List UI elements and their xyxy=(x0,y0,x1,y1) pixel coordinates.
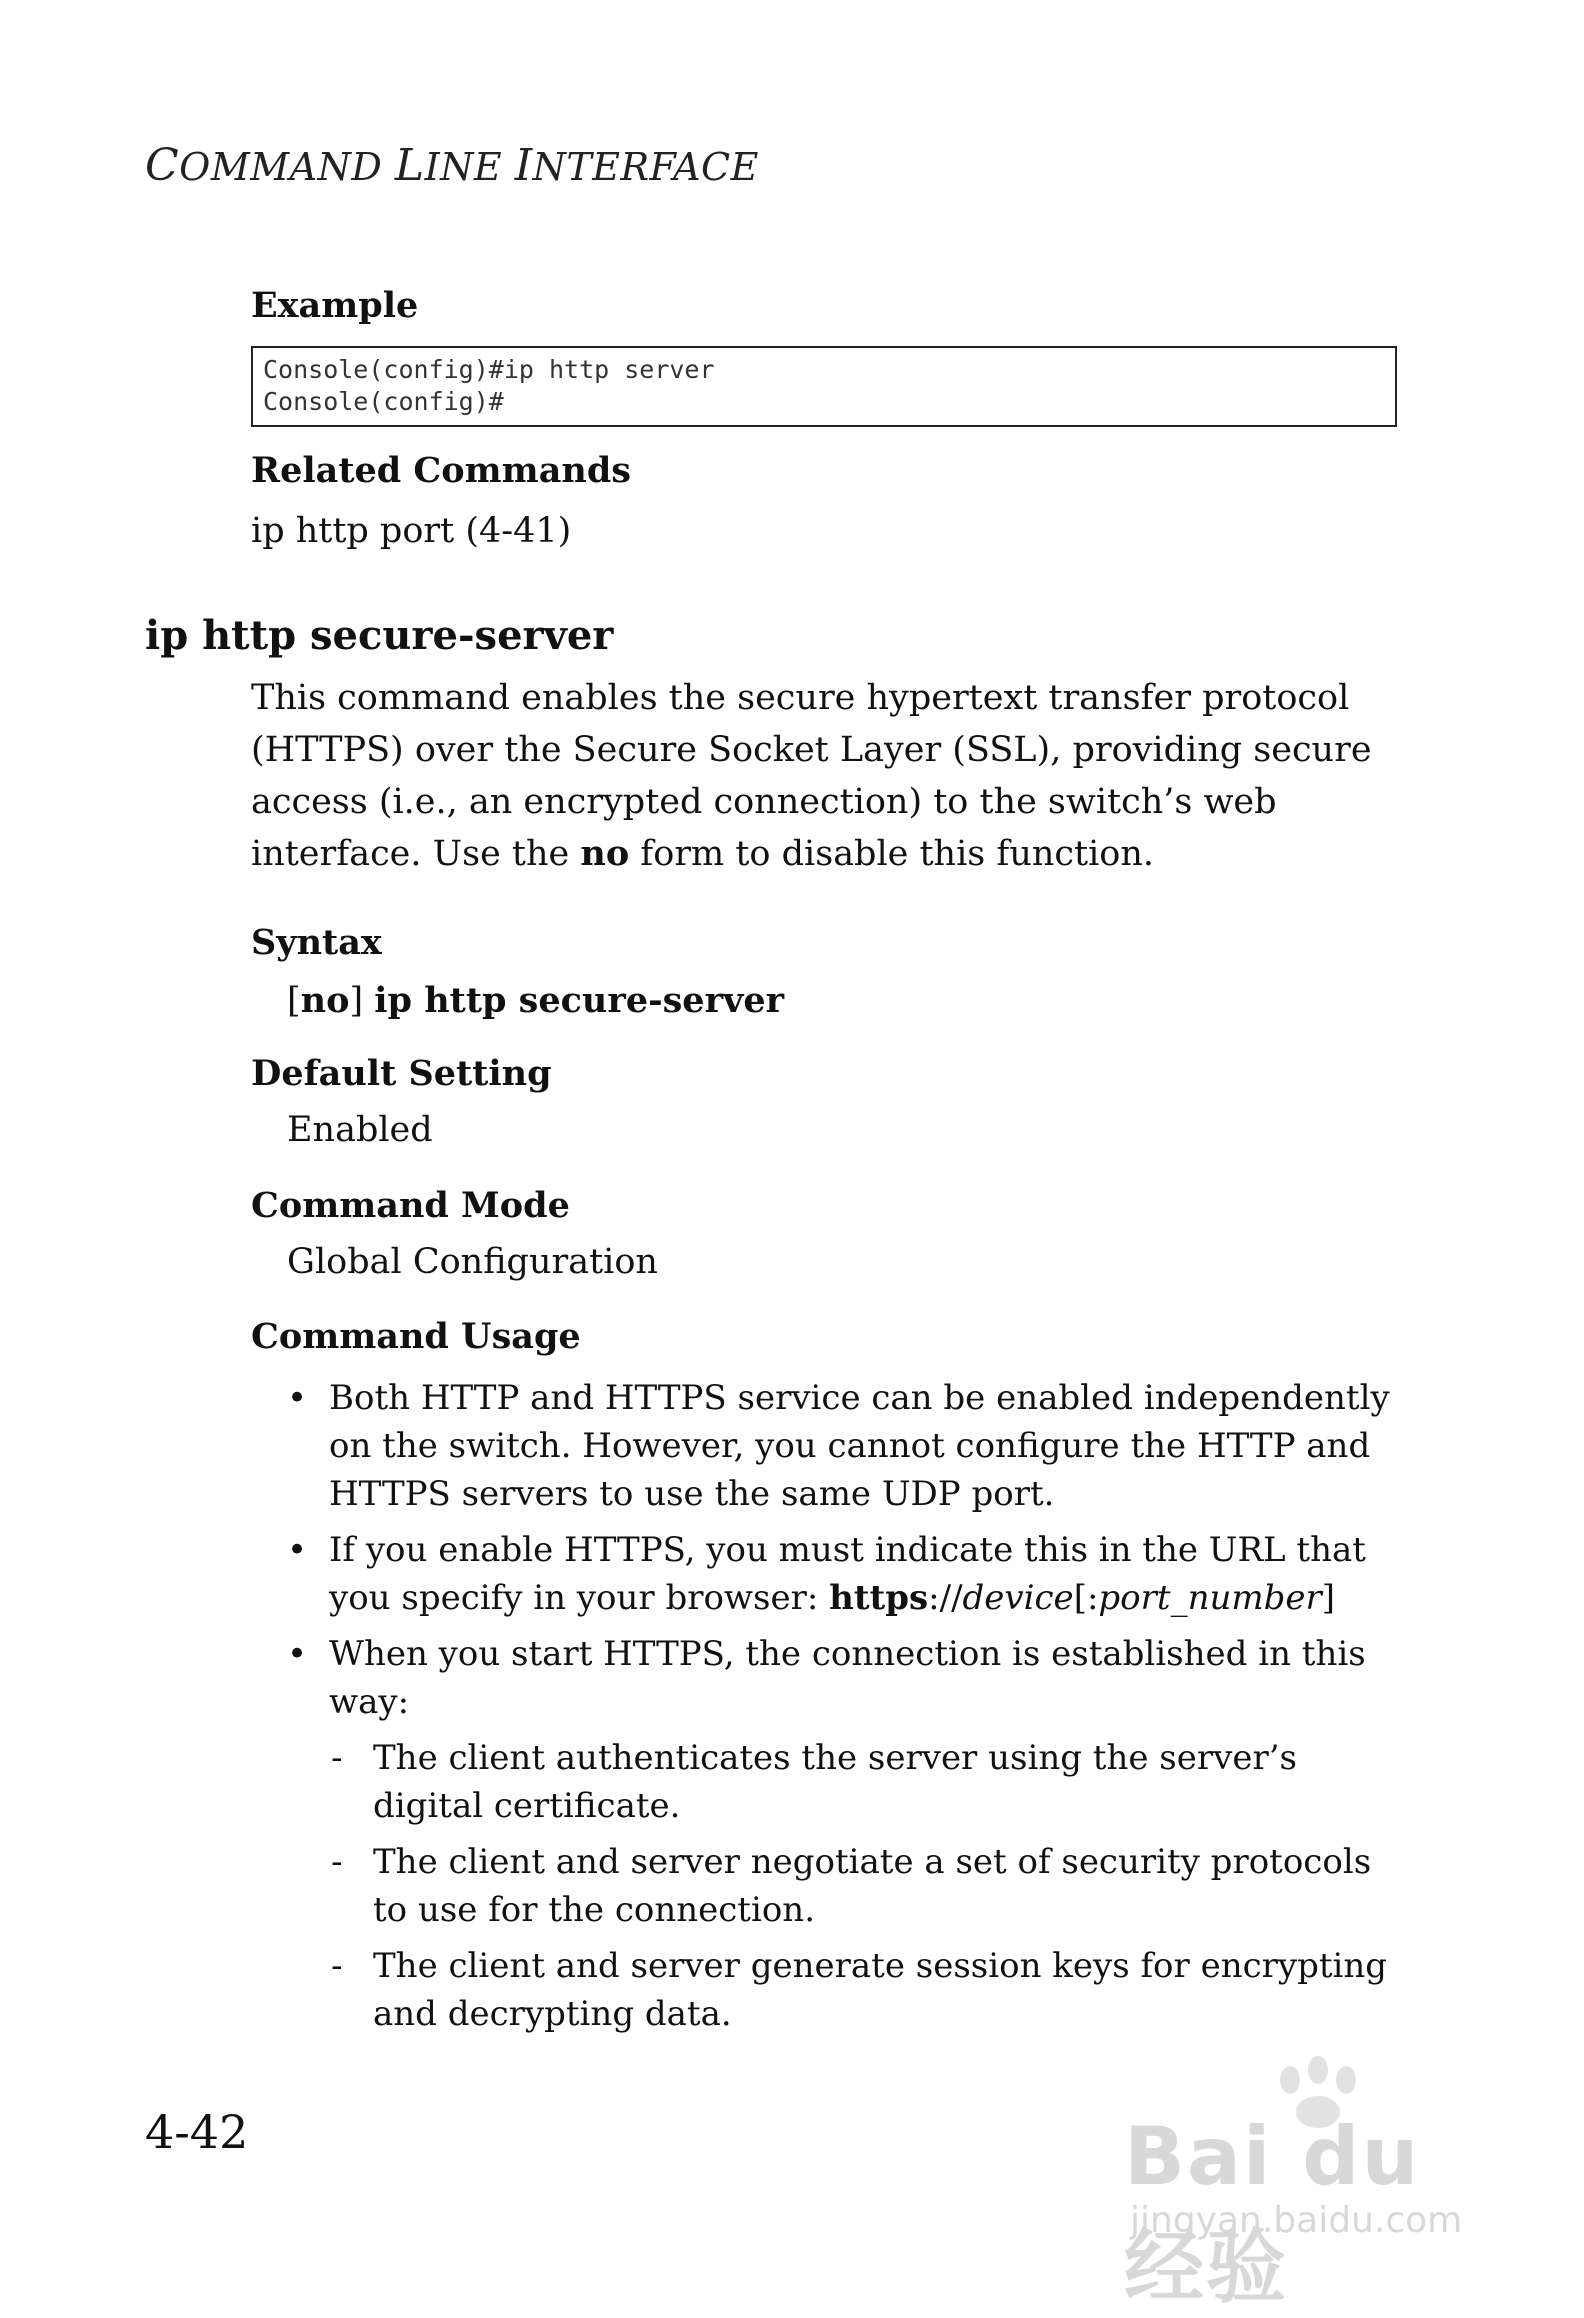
description-bold: no xyxy=(580,833,630,874)
header-cap-2: L xyxy=(394,140,425,191)
sub-item-list xyxy=(329,1734,1399,2038)
syntax-open: [ xyxy=(287,981,301,1021)
watermark-url: jingyan.baidu.com xyxy=(1130,2200,1463,2241)
sub-item-2 xyxy=(331,1838,1399,1934)
command-usage-heading: Command Usage xyxy=(251,1316,581,1357)
watermark-brand: Bai du 经验 xyxy=(1124,2110,1421,2314)
header-rest-2: INE xyxy=(424,145,503,189)
code-example xyxy=(251,346,1397,427)
bullet-mark: • xyxy=(287,1378,308,1418)
code-line-1: Console(config)#ip http server xyxy=(263,355,715,384)
syntax-command: ip http secure-server xyxy=(374,980,785,1021)
header-cap-1: C xyxy=(145,140,180,191)
header-rest-3: NTERFACE xyxy=(532,145,759,189)
dash-mark: - xyxy=(331,1946,343,1986)
syntax-heading: Syntax xyxy=(251,922,382,963)
code-line-2: Console(config)# xyxy=(263,387,504,416)
running-header xyxy=(145,140,759,191)
description-part1: This command enables the secure hypertext transfer protocol (HTTPS) over the Secure Socket Layer (SSL), providing secure access (i.e., an encrypted connection) to the switch’s web interface. Use the xyxy=(251,678,1372,874)
section-title: ip http secure-server xyxy=(145,612,614,659)
header-cap-3: I xyxy=(514,140,533,191)
page-number: 4-42 xyxy=(145,2105,249,2159)
bullet-mark: • xyxy=(287,1530,308,1570)
url-port-number: port_number xyxy=(1098,1578,1322,1618)
dash-mark: - xyxy=(331,1842,343,1882)
related-commands-text: ip http port (4-41) xyxy=(251,511,572,551)
default-setting-heading: Default Setting xyxy=(251,1053,552,1094)
example-heading: Example xyxy=(251,285,419,326)
usage-bullet-3-text: When you start HTTPS, the connection is established in this way: xyxy=(329,1634,1366,1722)
usage-bullet-1-text: Both HTTP and HTTPS service can be enabled independently on the switch. However, you cannot configure the HTTP and HTTPS servers to use the same UDP port. xyxy=(329,1378,1390,1514)
url-https: https xyxy=(829,1578,929,1618)
url-device: device xyxy=(962,1578,1074,1618)
syntax-line xyxy=(287,980,784,1021)
usage-bullet-2-text: If you enable HTTPS, you must indicate this in the URL that you specify in your browser: xyxy=(329,1530,1366,1618)
usage-bullet-2 xyxy=(287,1526,1399,1622)
sub-item-3 xyxy=(331,1942,1399,2038)
syntax-close: ] xyxy=(349,981,364,1021)
sub-item-1-text: The client authenticates the server using the server’s digital certificate. xyxy=(373,1738,1297,1826)
syntax-no: no xyxy=(300,980,350,1021)
sub-item-1 xyxy=(331,1734,1399,1830)
url-bracket-open: [: xyxy=(1073,1578,1099,1618)
dash-mark: - xyxy=(331,1738,343,1778)
description-part2: form to disable this function. xyxy=(629,834,1155,874)
section-description xyxy=(251,672,1391,880)
header-rest-1: OMMAND xyxy=(179,145,383,189)
usage-bullet-3 xyxy=(287,1630,1399,1726)
command-mode-heading: Command Mode xyxy=(251,1185,570,1226)
bullet-mark: • xyxy=(287,1634,308,1674)
command-usage-list xyxy=(287,1374,1399,2046)
sub-item-2-text: The client and server negotiate a set of security protocols to use for the connection. xyxy=(373,1842,1372,1930)
url-bracket-close: ] xyxy=(1321,1578,1336,1618)
usage-bullet-1 xyxy=(287,1374,1399,1518)
command-mode-value: Global Configuration xyxy=(287,1242,658,1282)
sub-item-3-text: The client and server generate session keys for encrypting and decrypting data. xyxy=(373,1946,1388,2034)
related-commands-heading: Related Commands xyxy=(251,450,631,491)
default-setting-value: Enabled xyxy=(287,1110,433,1150)
baidu-watermark xyxy=(1110,2050,1490,2314)
url-sep: :// xyxy=(928,1578,963,1618)
